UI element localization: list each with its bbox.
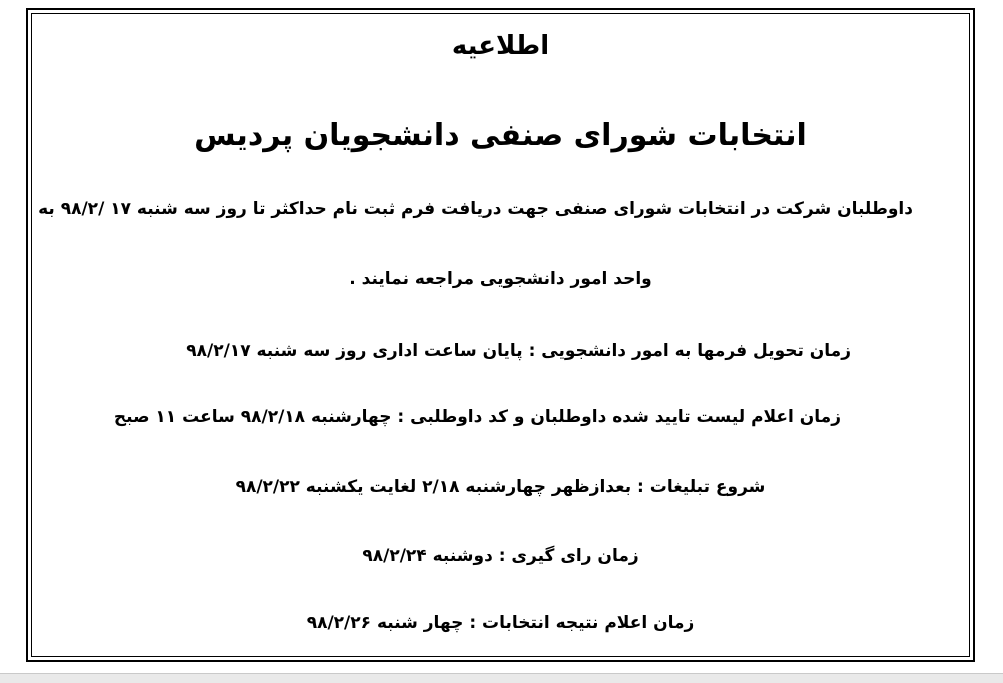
notice-line-form-delivery: زمان تحویل فرمها به امور دانشجویی : پایان ساعت اداری روز سه شنبه ۹۸/۲/۱۷ [186, 341, 851, 361]
notice-line-candidate-list: زمان اعلام لیست تایید شده داوطلبان و کد داوطلبی : چهارشنبه ۹۸/۲/۱۸ ساعت ۱۱ صبح [113, 407, 841, 427]
notice-title: اطلاعیه [451, 31, 550, 61]
notice-content [40, 13, 961, 657]
bottom-scroll-strip [0, 673, 1003, 683]
notice-subtitle: انتخابات شورای صنفی دانشجویان پردیس [194, 118, 807, 153]
notice-line-registration-cont: واحد امور دانشجویی مراجعه نمایند . [349, 269, 652, 289]
notice-line-registration: داوطلبان شرکت در انتخابات شورای صنفی جهت دریافت فرم ثبت نام حداکثر تا روز سه شنبه ۱۷ /۹۸/۲ به [38, 199, 913, 219]
notice-line-results: زمان اعلام نتیجه انتخابات : چهار شنبه ۹۸/۲/۲۶ [306, 613, 695, 633]
notice-line-campaign-start: شروع تبلیغات : بعدازظهر چهارشنبه ۲/۱۸ لغایت یکشنبه ۹۸/۲/۲۲ [235, 477, 766, 497]
notice-line-voting-time: زمان رای گیری : دوشنبه ۹۸/۲/۲۴ [362, 546, 639, 566]
